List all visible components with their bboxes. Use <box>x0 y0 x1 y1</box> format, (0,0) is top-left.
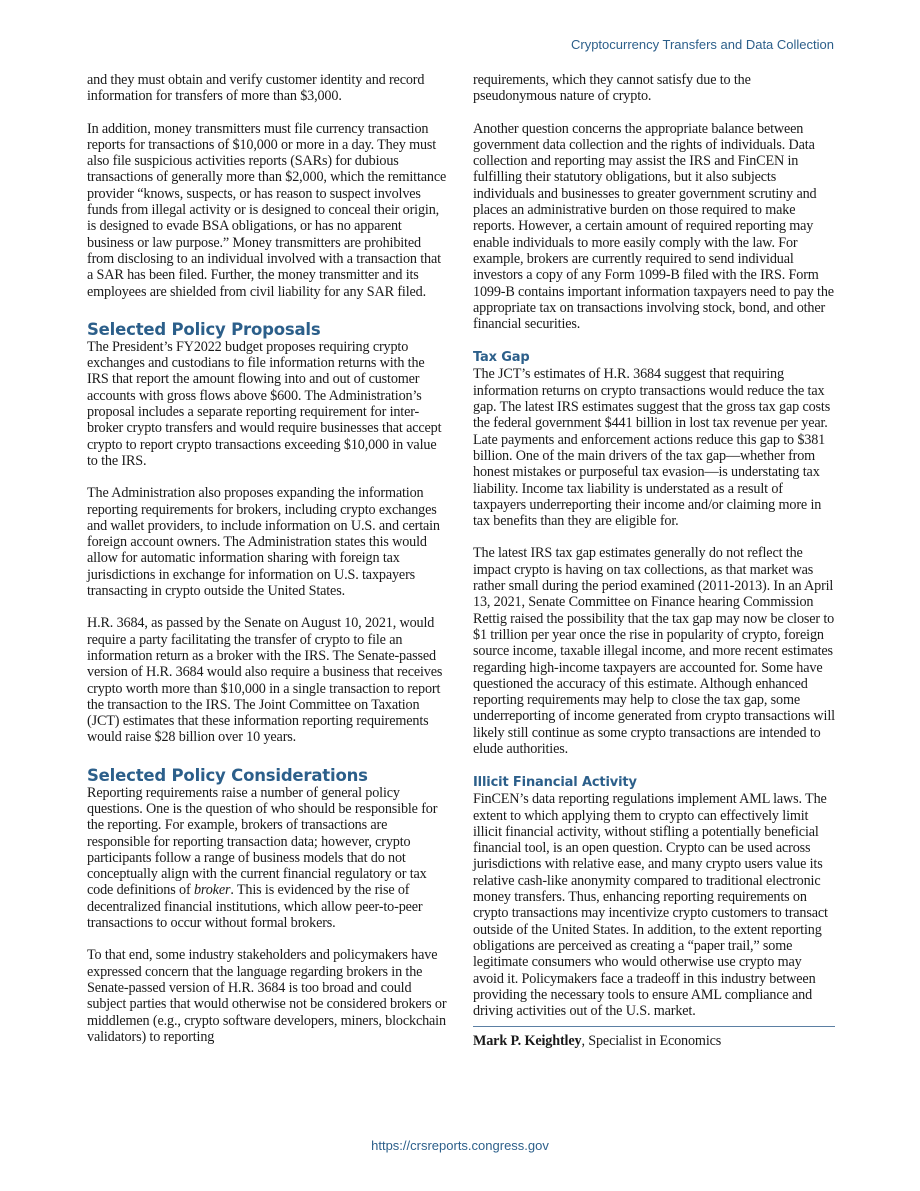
author-title: , Specialist in Economics <box>581 1033 722 1050</box>
paragraph: In addition, money transmitters must file currency transaction reports for transactions of $10,000 or more in a day. They must also file suspicious activities reports (SARs) for dubious transactions of generally more than $2,000, which the remittance provider “knows, suspects, or has reason to suspect involves funds from illegal activity or is designed to conceal their origin, is designed to evade BSA obligations, or has no apparent business or law purpose.” Money transmitters are prohibited from disclosing to an individual involved with a transaction that a SAR has been filed. Further, the money transmitter and its employees are shielded from civil liability for any SAR filed. <box>87 120 447 300</box>
paragraph-text: Reporting requirements raise a number of general policy questions. One is the question of who should be responsible for the reporting. For example, brokers of transactions are responsible for reporting transaction data; however, crypto participants follow a range of business models that do not conceptually align with the current financial regulatory or tax code definitions of <box>87 784 438 899</box>
paragraph: Another question concerns the appropriate balance between government data collection and the rights of individuals. Data collection and reporting may assist the IRS and FinCEN in fulfilling their statutory obligations, but it also subjects individuals and businesses to greater government scrutiny and places an administrative burden on those required to make reports. However, a certain amount of required reporting may enable individuals to more easily comply with the law. For example, brokers are currently required to send individual investors a copy of any Form 1099-B filed with the IRS. Form 1099-B contains important information taxpayers need to pay the appropriate tax on transactions involving stock, bond, and other financial securities. <box>473 120 834 333</box>
subsection-heading-tax-gap: Tax Gap <box>473 350 530 366</box>
section-heading-considerations: Selected Policy Considerations <box>87 765 368 785</box>
footer-url: https://crsreports.congress.gov <box>371 1138 549 1153</box>
paragraph: H.R. 3684, as passed by the Senate on August 10, 2021, would require a party facilitating the transfer of crypto to file an information return as a broker with the IRS. The Senate-passed version of H.R. 3684 would also require a business that receives crypto worth more than $10,000 in a single transaction to report the transaction to the IRS. The Joint Committee on Taxation (JCT) estimates that these information reporting requirements would raise $28 billion over 10 years. <box>87 615 443 746</box>
left-column <box>87 72 449 1045</box>
author-divider <box>473 1026 835 1027</box>
running-header-title: Cryptocurrency Transfers and Data Collection <box>570 37 834 52</box>
paragraph: FinCEN’s data reporting regulations implement AML laws. The extent to which applying them to crypto can effectively limit illicit financial activity, without stifling a potentially beneficial financial tool, is an open question. Crypto can be used across jurisdictions with relative ease, and many crypto users value its relative cash-like anonymity compared to traditional electronic money transfers. Thus, enhancing reporting requirements on crypto transactions may incentivize crypto customers to transact outside of the United States. In addition, to the extent reporting obligations are perceived as creating a “paper trail,” some legitimate consumers who would otherwise use crypto may avoid it. Policymakers face a tradeoff in this industry between providing the necessary tools to ensure AML compliance and driving activities out of the U.S. market. <box>473 791 828 1020</box>
paragraph-text: . This is evidenced by the rise of decentralized financial institutions, which allow peer-to-peer transactions to occur without formal brokers. <box>87 882 423 932</box>
author-byline <box>473 1033 835 1049</box>
right-column <box>473 72 835 1066</box>
section-heading-proposals: Selected Policy Proposals <box>87 319 321 339</box>
paragraph <box>87 785 449 932</box>
paragraph: The President’s FY2022 budget proposes requiring crypto exchanges and custodians to file information returns with the IRS that report the amount flowing into and out of customer accounts with gross flows above $600. The Administration’s proposal includes a separate reporting requirement for inter-broker crypto transfers and would require businesses that accept crypto to report crypto transactions exceeding $10,000 in value to the IRS. <box>87 338 442 469</box>
paragraph: The Administration also proposes expanding the information reporting requirements for brokers, including crypto exchanges and wallet providers, to include information on U.S. and certain foreign account owners. The Administration states this would allow for automatic information sharing with foreign tax jurisdictions in exchange for information on U.S. taxpayers transacting in crypto outside the United States. <box>87 485 440 600</box>
subsection-heading-illicit-financial-activity: Illicit Financial Activity <box>473 775 637 791</box>
paragraph: and they must obtain and verify customer identity and record information for transfers of more than $3,000. <box>87 72 425 105</box>
author-name: Mark P. Keightley <box>473 1033 582 1050</box>
paragraph: The latest IRS tax gap estimates generally do not reflect the impact crypto is having on tax collections, as that market was rather small during the period examined (2011-2013). In an April 13, 2021, Senate Committee on Finance hearing Commission Rettig raised the possibility that the tax gap may now be closer to $1 trillion per year once the rise in popularity of crypto, foreign source income, taxable illegal income, and more recent estimates regarding high-income taxpayers are accounted for. Some have questioned the accuracy of this estimate. Although enhanced reporting requirements may help to close the tax gap, some underreporting of income generated from crypto transactions will likely still continue as some crypto transactions are intended to elude authorities. <box>473 545 835 757</box>
paragraph: The JCT’s estimates of H.R. 3684 suggest that requiring information returns on crypto transactions would reduce the tax gap. The latest IRS estimates suggest that the gross tax gap costs the federal government $441 billion in lost tax revenue per year. Late payments and enforcement actions reduce this gap to $381 billion. One of the main drivers of the tax gap—whether from honest mistakes or purposeful tax evasion—is understating tax liability. Income tax liability is understated as a result of taxpayers underreporting their income and/or claiming more in tax benefits than they are eligible for. <box>473 366 831 530</box>
italic-term: broker <box>193 882 231 899</box>
paragraph: requirements, which they cannot satisfy due to the pseudonymous nature of crypto. <box>473 72 751 105</box>
paragraph: To that end, some industry stakeholders and policymakers have expressed concern that the language regarding brokers in the Senate-passed version of H.R. 3684 is too broad and could subject parties that would otherwise not be considered brokers or middlemen (e.g., crypto software developers, miners, blockchain validators) to reporting <box>87 947 447 1045</box>
